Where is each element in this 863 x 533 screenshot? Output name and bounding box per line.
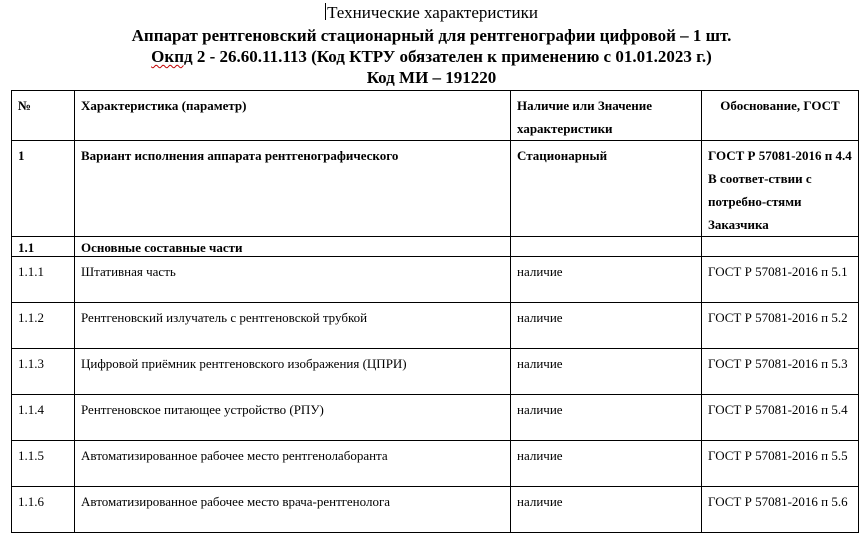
row-num: 1.1.2 xyxy=(12,303,75,349)
table-row xyxy=(12,237,859,257)
row-num: 1.1 xyxy=(12,237,75,257)
device-title: Аппарат рентгеновский стационарный для рентгенографии цифровой – 1 шт. xyxy=(131,26,732,45)
row-basis xyxy=(702,237,859,257)
row-num: 1 xyxy=(12,141,75,237)
doc-title: Технические характеристики xyxy=(327,3,538,22)
row-num: 1.1.6 xyxy=(12,487,75,533)
row-value: наличие xyxy=(511,487,702,533)
row-num: 1.1.4 xyxy=(12,395,75,441)
table-header-row xyxy=(12,91,859,141)
table-row xyxy=(12,141,859,237)
table-row xyxy=(12,487,859,533)
row-param: Штативная часть xyxy=(75,257,511,303)
row-basis: ГОСТ Р 57081-2016 п 5.6 xyxy=(702,487,859,533)
row-param: Вариант исполнения аппарата рентгенографического xyxy=(75,141,511,237)
row-param: Рентгеновский излучатель с рентгеновской трубкой xyxy=(75,303,511,349)
header-param: Характеристика (параметр) xyxy=(75,91,511,141)
table-row xyxy=(12,395,859,441)
row-param: Автоматизированное рабочее место врача-рентгенолога xyxy=(75,487,511,533)
table-row xyxy=(12,349,859,395)
table-row xyxy=(12,257,859,303)
table-row xyxy=(12,303,859,349)
row-value: наличие xyxy=(511,303,702,349)
row-basis: ГОСТ Р 57081-2016 п 5.1 xyxy=(702,257,859,303)
row-value: наличие xyxy=(511,349,702,395)
row-value: наличие xyxy=(511,441,702,487)
table-row xyxy=(12,441,859,487)
row-basis: ГОСТ Р 57081-2016 п 5.5 xyxy=(702,441,859,487)
row-num: 1.1.1 xyxy=(12,257,75,303)
row-param: Рентгеновское питающее устройство (РПУ) xyxy=(75,395,511,441)
row-basis: ГОСТ Р 57081-2016 п 5.3 xyxy=(702,349,859,395)
row-basis: ГОСТ Р 57081-2016 п 4.4 В соответ-ствии с потребно-стями Заказчика xyxy=(702,141,859,237)
row-basis: ГОСТ Р 57081-2016 п 5.2 xyxy=(702,303,859,349)
okpd-code-text: 2 - 26.60.11.113 (Код КТРУ обязателен к применению с 01.01.2023 г.) xyxy=(192,47,712,66)
row-num: 1.1.5 xyxy=(12,441,75,487)
row-value xyxy=(511,237,702,257)
spec-table xyxy=(11,90,859,533)
row-num: 1.1.3 xyxy=(12,349,75,395)
row-param: Основные составные части xyxy=(75,237,511,257)
row-value: Стационарный xyxy=(511,141,702,237)
row-value: наличие xyxy=(511,395,702,441)
okpd-label-spellcheck: Окпд xyxy=(151,47,193,66)
row-basis: ГОСТ Р 57081-2016 п 5.4 xyxy=(702,395,859,441)
row-param: Цифровой приёмник рентгеновского изображения (ЦПРИ) xyxy=(75,349,511,395)
text-cursor xyxy=(325,3,326,20)
doc-title-line xyxy=(0,3,863,23)
row-value: наличие xyxy=(511,257,702,303)
header-basis: Обоснование, ГОСТ xyxy=(702,91,859,141)
row-param: Автоматизированное рабочее место рентгенолаборанта xyxy=(75,441,511,487)
header-value: Наличие или Значение характеристики xyxy=(511,91,702,141)
mi-code-line: Код МИ – 191220 xyxy=(366,68,497,87)
okpd-code-line xyxy=(0,47,863,67)
header-num: № xyxy=(12,91,75,141)
